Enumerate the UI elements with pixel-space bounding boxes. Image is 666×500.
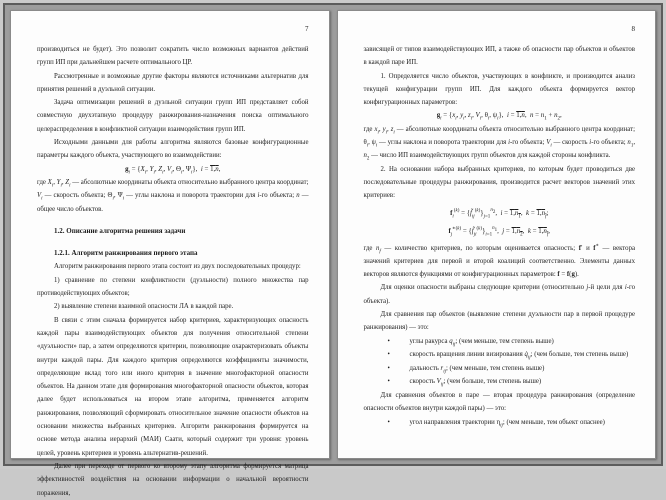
paragraph: Для оценки опасности выбраны следующие критерии (относительно j-й цели для i-го объекта).	[363, 284, 635, 305]
paragraph: В связи с этим сначала формируется набор критериев, характеризующих опасность каждой пары взаимодействующих объектов для получения относительной степени «дуэльности» пар, а затем определяются критерии, позволяющие охарактеризовать объекты внутри каждой пары. Для каждого критерия определяются коэффициенты значимости, определяющие вклад того или иного критерия в значение многофакторной опасности объектов. На данном этапе для формирования многофакторной опасности объектов, которая далее будет использоваться на втором этапе алгоритма, применяется алгоритм ранжирования, позволяющий сформировать относительное значение опасности объектов на основании множества выбранных критериев. Алгоритм ранжирования формируется на основе метода анализа иерархий (МАИ) Саати, который содержит три уровня: уровень целей, уровень критериев и уровень альтернатив-решений.	[37, 316, 309, 457]
paragraph: 2. На основании набора выбранных критериев, по которым будет проводиться две последовательные процедуры ранжирования, производится расчет векторов значений этих критериев:	[363, 165, 635, 200]
bullet-item: • скорость вращения линии визирования $q̇_{ij}$; (чем больше, тем степень выше)	[364, 348, 636, 362]
paragraph: где $x_i$, $y_i$, $z_i$ — абсолютные координаты объекта относительно выбранного центра координат; $\theta_i$, $\psi_i$ — углы наклона и поворота траектории для i-го объекта; $V_i$ — скорость i-го объекта; $n_1$, $n_2$ — число ИП взаимодействующих групп объектов для каждой стороны конфликта.	[363, 125, 636, 162]
page-number: 8	[631, 25, 635, 33]
bullet-item: • скорость $V_{ij}$; (чем больше, тем степень выше)	[364, 375, 636, 389]
paragraph: производиться не будет). Это позволит сократить число возможных вариантов действий групп ИП при дальнейшем расчете оптимального ЦР.	[37, 46, 309, 67]
paragraph: Для сравнения пар объектов (выявление степени дуэльности пар в первой процедуре ранжирования) — это:	[363, 311, 635, 332]
formula: $g_i = \{X_i$, $Y_i$, $Z_i$, $V_i$, $\Theta_i$, $\Psi_i$}, i = 1,n,	[125, 165, 221, 176]
formula: $f_i^{(k)}$ = $\{f̃_{ij}^{(k)}\}_{j=1}^{n_2}$, $i = 1,n_1$, $k = 1,n_f$;	[450, 208, 549, 219]
paragraph: Задача оптимизации решений в дуэльной ситуации групп ИП представляет собой совместную двухэтапную процедуру ранжирования-назначения поиска оптимального целераспределения в конфликтной ситуации взаимодействия групп ИП.	[37, 99, 309, 133]
bullet-item: • дальность $r_{ij}$; (чем меньше, тем степень выше)	[364, 362, 636, 376]
page-7	[10, 10, 330, 497]
document-spread	[3, 3, 663, 497]
paragraph: где $X_i$, $Y_i$, $Z_i$ — абсолютные координаты объекта относительно выбранного центра координат; $V_i$ — скорость объекта; $\Theta_i$, $\Psi_i$ — углы наклона и поворота траектории для i-го объекта; n — общее число объектов.	[37, 178, 309, 213]
formula: $g_i = \{x_i$, $y_i$, $z_i$, $V_i$, $\theta_i$, $\psi_i$}, i = 1,n, $n = n_1 + n_2$,	[436, 112, 562, 122]
paragraph: где $n_f$ — количество критериев, по которым оценивается опасность; f′ и f∗ — вектора значений критериев для первой и второй коалиций соответственно. Элементы данных векторов являются функциями от конфигурационных параметров: f = f(g).	[363, 243, 635, 279]
paragraph: зависящей от типов взаимодействующих ИП, а также об опасности пар объектов и объектов в каждой паре ИП.	[363, 46, 635, 67]
numbered-item: 1) сравнение по степени конфликтности (дуэльности) полного множества пар противодействующих объектов;	[37, 276, 309, 298]
paragraph: Рассмотренные и возможные другие факторы являются источниками альтернатив для принятия решений в дуэльной ситуации.	[37, 72, 309, 93]
subsection-heading: 1.2.1. Алгоритм ранжирования первого этапа	[54, 249, 198, 258]
formula: $f_j^{∗(k)}$ = $\{f̃_{ji}^{(k)}\}_{i=1}^{n_1}$, $j = 1,n_2$, $k = 1,n_f$,	[448, 226, 550, 237]
paragraph: Исходными данными для работы алгоритма являются базовые конфигурационные параметры каждого объекта, участвующего во взаимодействии:	[37, 139, 309, 160]
paragraph: Для сравнения объектов в паре — вторая процедура ранжирования (определение опасности объектов внутри каждой пары) — это:	[363, 392, 635, 413]
bullet-item: • углы ракурса $q_{ij}$; (чем меньше, тем степень выше)	[364, 335, 636, 349]
paragraph: Далее при переходе от первого ко второму этапу алгоритма формируется матрица эффективностей воздействия на основании информации о начальной вероятности поражения,	[37, 462, 309, 497]
bullet-item: • угол направления траектории $\eta_{ij}$; (чем меньше, тем объект опаснее)	[364, 416, 636, 430]
numbered-item: 2) выявление степени взаимной опасности ЛА в каждой паре.	[54, 303, 234, 311]
page-number: 7	[305, 25, 309, 33]
paragraph: 1. Определяется число объектов, участвующих в конфликте, и производится анализ текущей конфигурации групп ИП. Для каждого объекта формируется вектор конфигурационных параметров:	[363, 72, 635, 107]
section-heading: 1.2. Описание алгоритма решения задачи	[54, 226, 186, 235]
page-8	[337, 10, 657, 459]
paragraph: Алгоритм ранжирования первого этапа состоит из двух последовательных процедур:	[54, 263, 301, 271]
